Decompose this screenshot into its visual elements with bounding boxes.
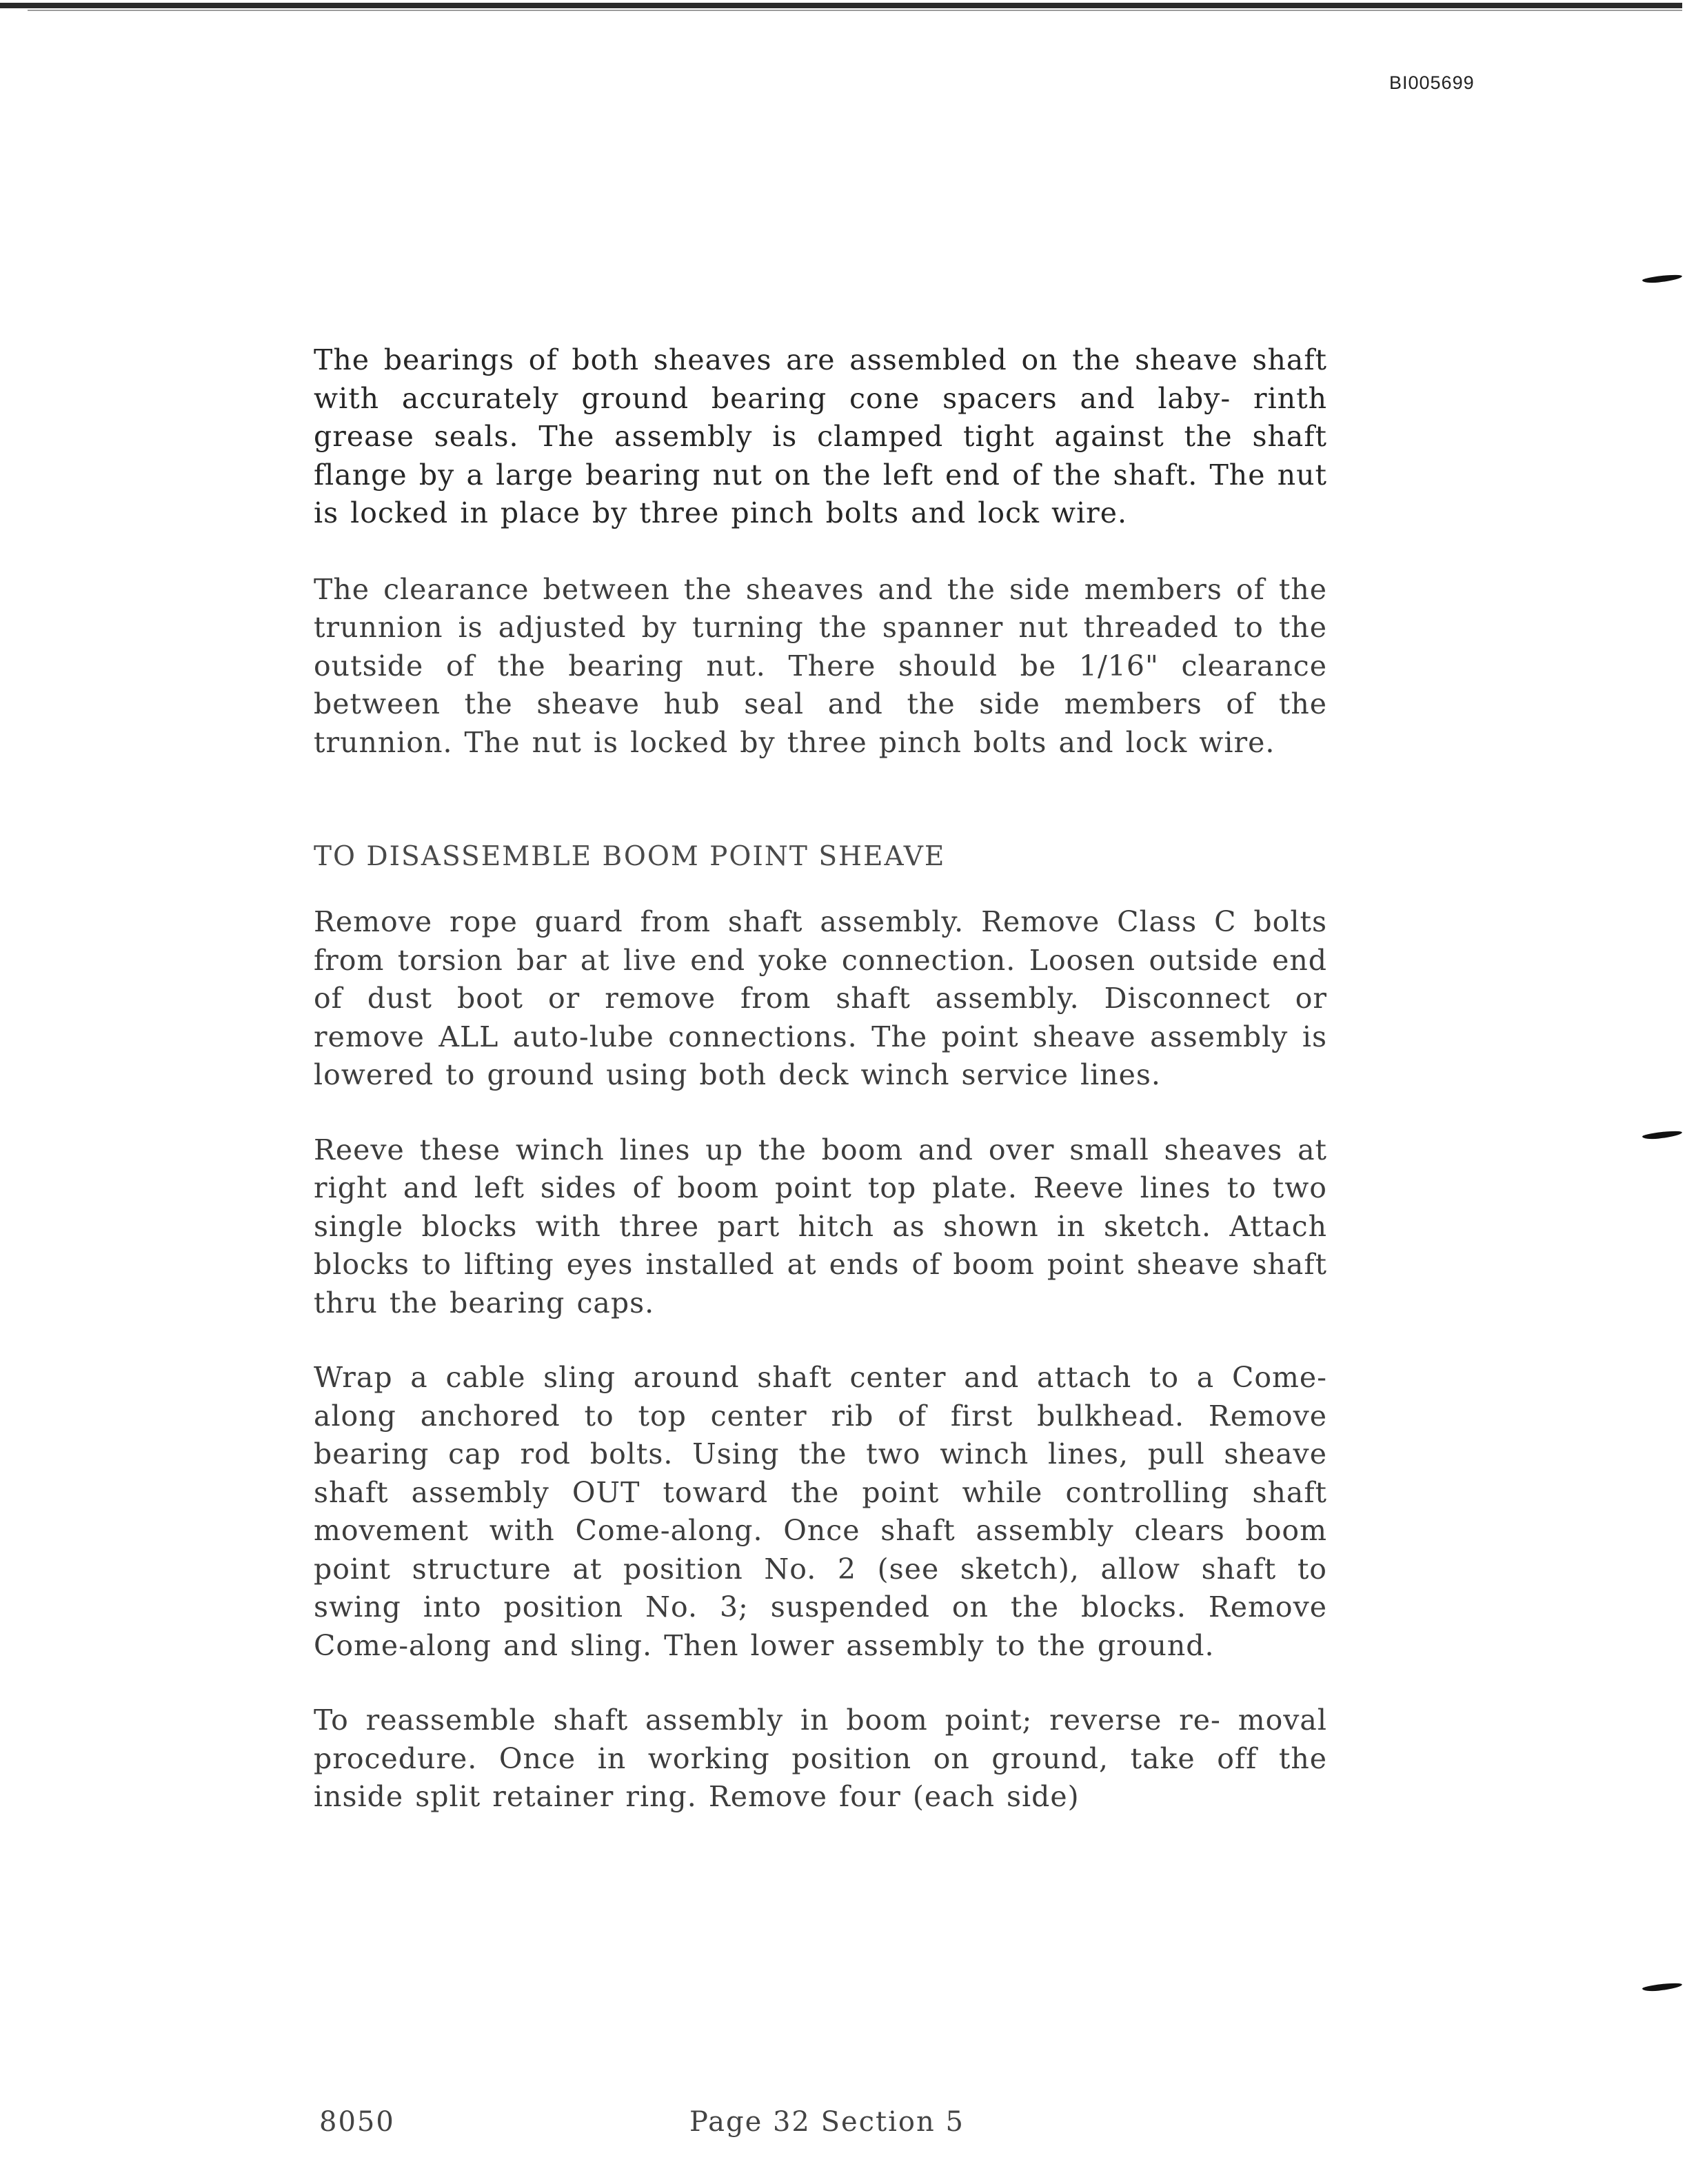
document-id: BI005699 — [1389, 72, 1475, 93]
paragraph-bearings: The bearings of both sheaves are assembled on the sheave shaft with accurately ground bearing cone spacers and laby- rinth grease seals. The assembly is clamped tight against the shaft flange by a large bearing nut on the left end of the shaft. The nut is locked in place by three pinch bolts and lock wire. — [314, 343, 1327, 529]
footer-model-number: 8050 — [319, 2106, 395, 2138]
page-body — [314, 341, 1327, 1817]
paragraph-remove-rope-guard: Remove rope guard from shaft assembly. Remove Class C bolts from torsion bar at live end yoke connection. Loosen outside end of dust boot or remove from shaft assembly. Disconnect or remove ALL auto-lube connections. The point sheave assembly is lowered to ground using both deck winch service lines. — [314, 905, 1327, 1091]
binder-hole-mark — [1642, 274, 1683, 284]
binder-hole-mark — [1642, 1982, 1683, 1992]
scan-top-border — [0, 3, 1682, 8]
footer-page-label: Page 32 Section 5 — [689, 2106, 965, 2138]
scan-top-border-shadow — [28, 10, 1682, 11]
section-heading: TO DISASSEMBLE BOOM POINT SHEAVE — [314, 841, 946, 872]
binder-hole-mark — [1642, 1130, 1683, 1140]
paragraph-reassemble: To reassemble shaft assembly in boom point; reverse re- moval procedure. Once in working position on ground, take off the inside split retainer ring. Remove four (each side) — [314, 1703, 1327, 1813]
paragraph-reeve-lines: Reeve these winch lines up the boom and over small sheaves at right and left sides of boom point top plate. Reeve lines to two single blocks with three part hitch as shown in sketch. Attach blocks to lifting eyes installed at ends of boom point sheave shaft thru the bearing caps. — [314, 1133, 1327, 1320]
paragraph-clearance: The clearance between the sheaves and the side members of the trunnion is adjusted by turning the spanner nut threaded to the outside of the bearing nut. There should be 1/16" clearance between the sheave hub seal and the side members of the trunnion. The nut is locked by three pinch bolts and lock wire. — [314, 572, 1327, 759]
paragraph-wrap-cable-sling: Wrap a cable sling around shaft center and attach to a Come- along anchored to top center rib of first bulkhead. Remove bearing cap rod bolts. Using the two winch lines, pull sheave shaft assembly OUT toward the point while controlling shaft movement with Come-along. Once shaft assembly clears boom point structure at position No. 2 (see sketch), allow shaft to swing into position No. 3; suspended on the blocks. Remove Come-along and sling. Then lower assembly to the ground. — [314, 1361, 1327, 1662]
